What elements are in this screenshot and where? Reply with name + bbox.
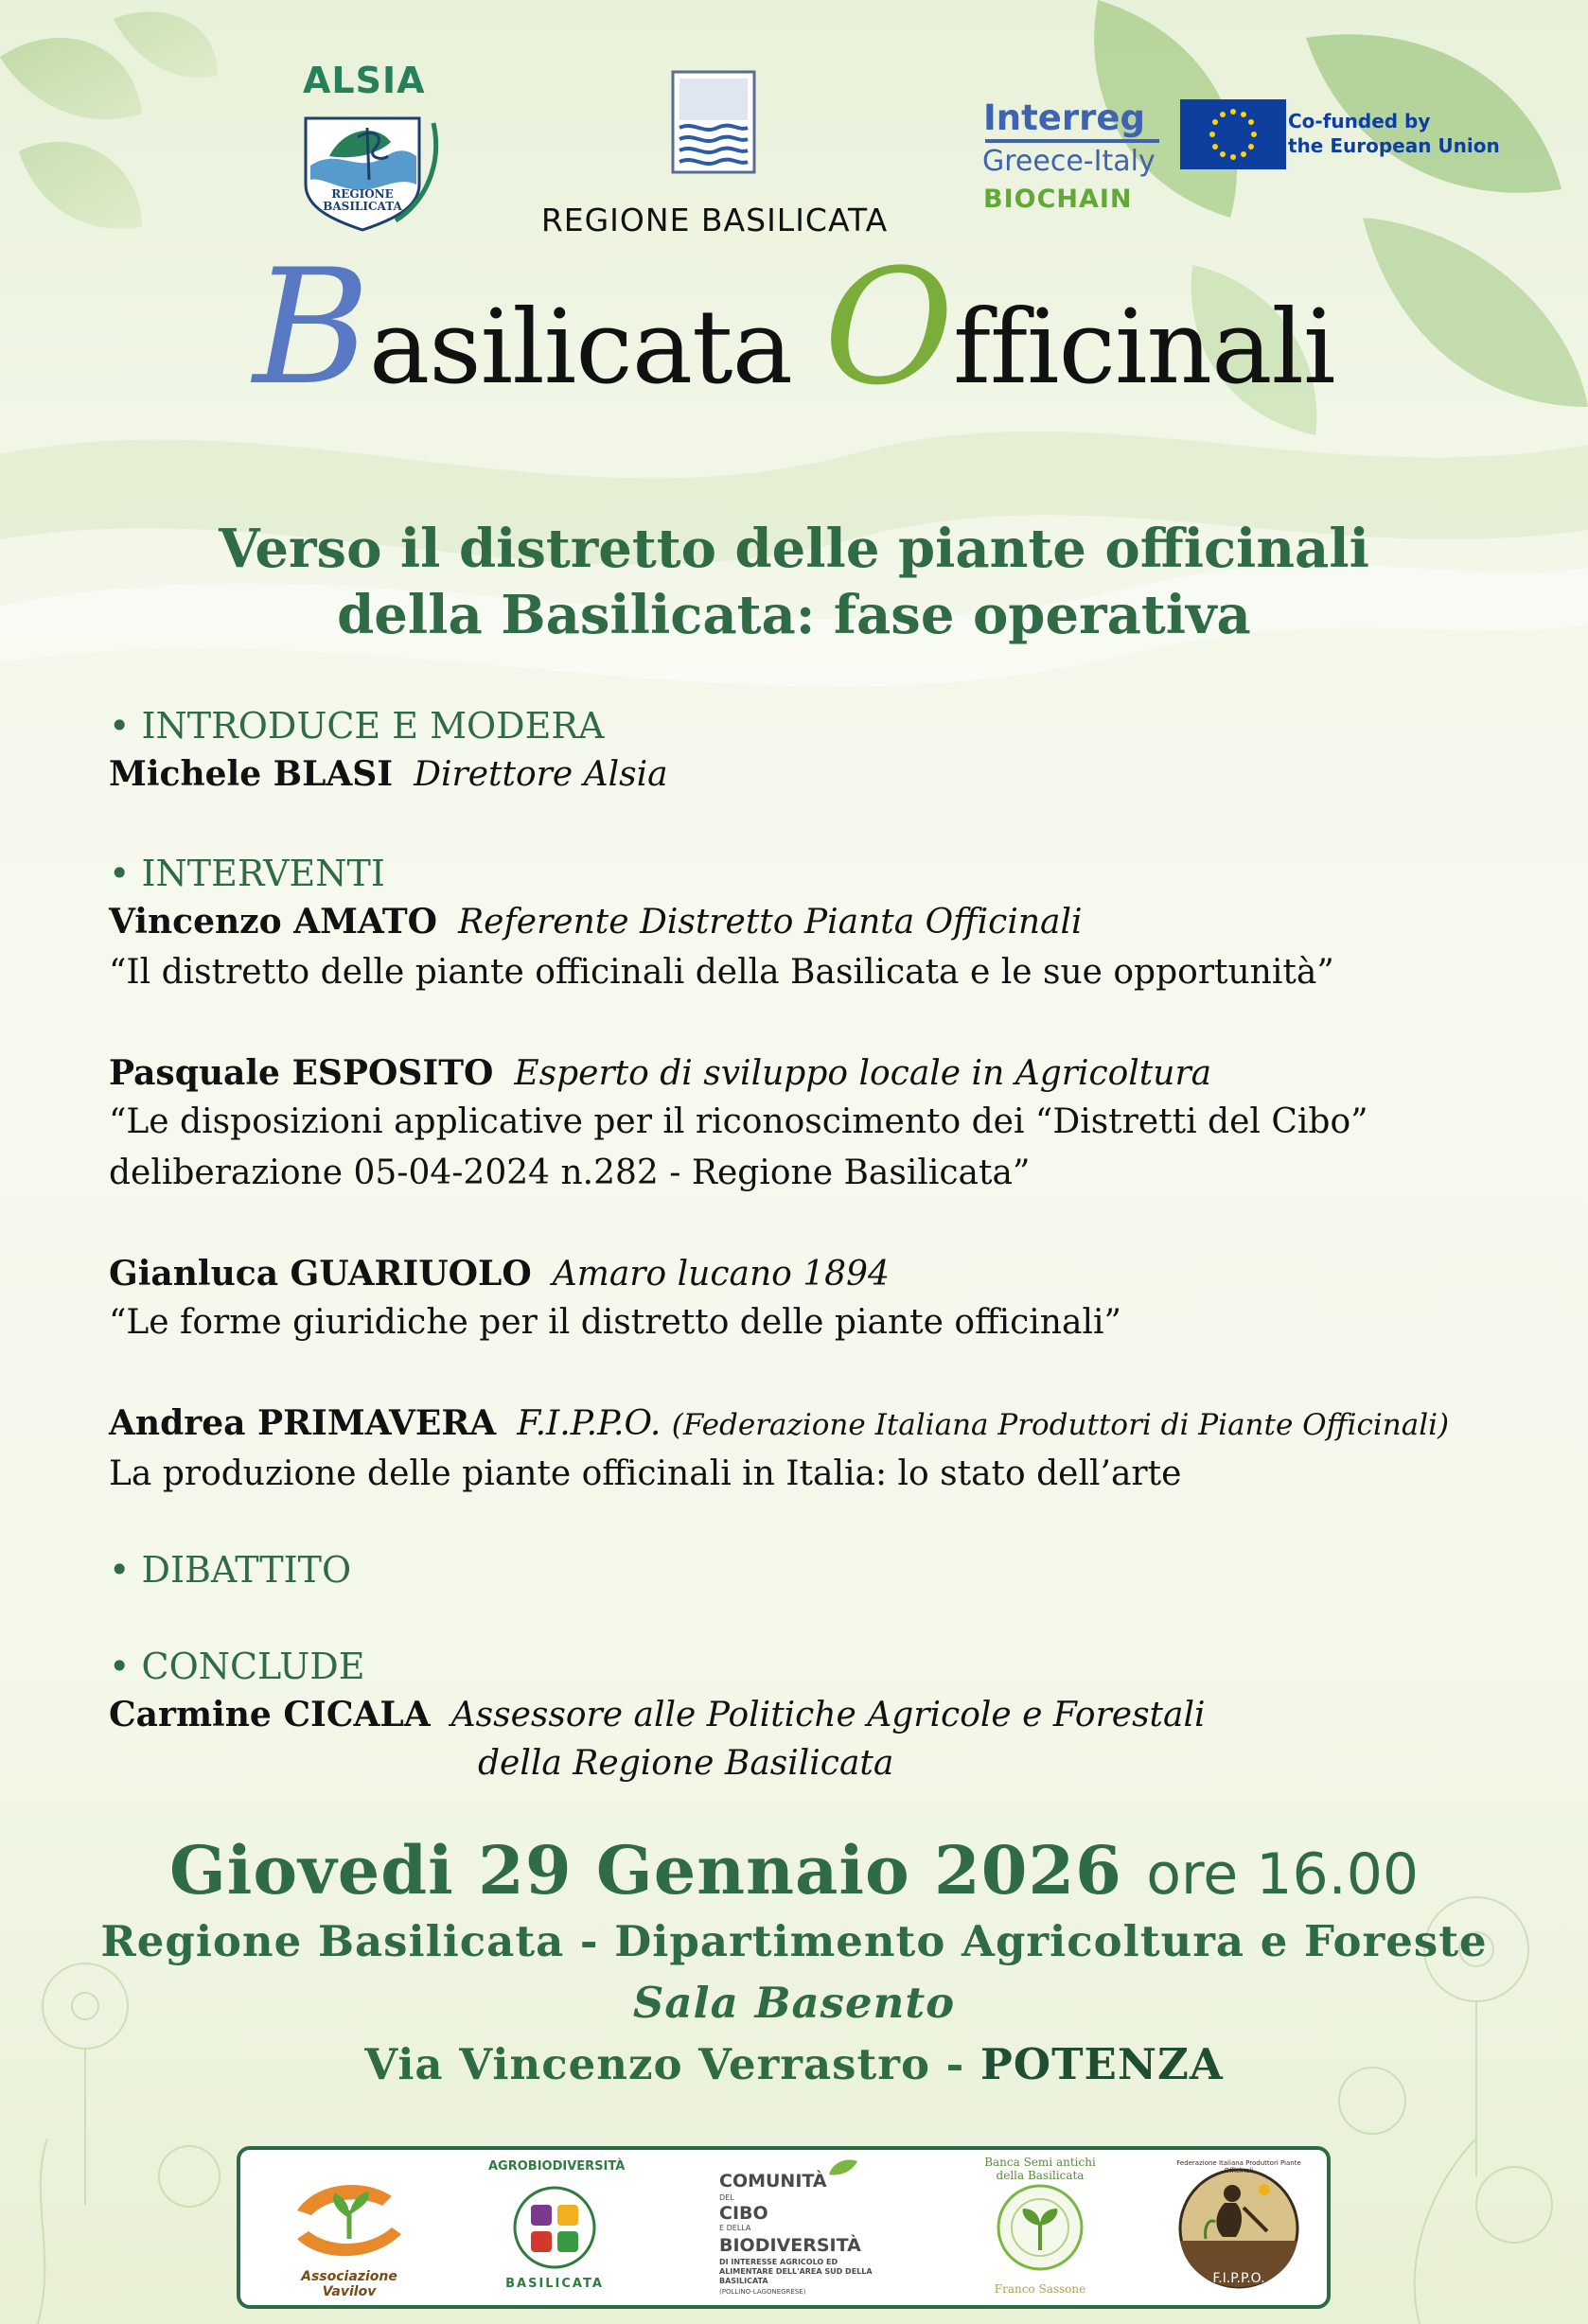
alsia-region-label: REGIONE BASILICATA xyxy=(323,187,402,213)
cibo-line4: E DELLA xyxy=(719,2224,751,2232)
section-conclude-heading: • CONCLUDE xyxy=(109,1646,365,1687)
subtitle-line2: della Basilicata: fase operativa xyxy=(337,584,1251,646)
speaker-4-name: Andrea PRIMAVERA xyxy=(109,1403,497,1443)
event-room: Sala Basento xyxy=(632,1978,956,2028)
interreg-logo xyxy=(979,97,1509,220)
cibo-line6: DI INTERESSE AGRICOLO ED ALIMENTARE DELL'AREA SUD DELLA BASILICATA xyxy=(719,2258,873,2285)
regione-basilicata-logo xyxy=(539,69,890,239)
section-intro-heading: • INTRODUCE E MODERA xyxy=(109,705,605,747)
speaker-4-talk: La produzione delle piante officinali in Italia: lo stato dell’arte xyxy=(109,1454,1182,1493)
hands-plant-icon xyxy=(288,2163,411,2267)
vavilov-label: Associazione Vavilov xyxy=(301,2269,397,2299)
event-date-text: Giovedi 29 Gennaio 2026 xyxy=(168,1831,1122,1910)
speaker-3-role: Amaro lucano 1894 xyxy=(552,1255,890,1294)
vavilov-logo xyxy=(278,2150,420,2305)
speaker-1-role: Referente Distretto Pianta Officinali xyxy=(458,903,1083,942)
cibo-line1: COMUNITÀ xyxy=(719,2171,827,2192)
comunita-cibo-logo xyxy=(714,2150,893,2305)
leaf-icon xyxy=(827,2157,859,2176)
speaker-4-role-detail: (Federazione Italiana Produttori di Piante Officinali) xyxy=(671,1408,1450,1442)
speaker-4-line xyxy=(109,1403,1449,1443)
agro-top-label: AGROBIODIVERSITÀ xyxy=(488,2159,626,2174)
moderator-line xyxy=(109,754,668,794)
speaker-3-talk: “Le forme giuridiche per il distretto delle piante officinali” xyxy=(109,1303,1121,1342)
speaker-3-name: Gianluca GUARIUOLO xyxy=(109,1254,532,1294)
interreg-underline xyxy=(985,139,1159,143)
speaker-2-name: Pasquale ESPOSITO xyxy=(109,1053,494,1093)
eu-flag-icon xyxy=(1180,99,1286,169)
eu-text-line2: the European Union xyxy=(1288,134,1500,157)
agro-bottom-label: BASILICATA xyxy=(505,2277,604,2291)
event-time: ore 16.00 xyxy=(1146,1841,1420,1908)
cibo-line3: CIBO xyxy=(719,2203,768,2224)
alsia-shield-icon xyxy=(301,109,443,232)
fippo-logo xyxy=(1168,2150,1310,2305)
speaker-4-role: F.I.P.P.O. xyxy=(517,1404,662,1443)
closing-speaker-name: Carmine CICALA xyxy=(109,1695,431,1734)
header-logos xyxy=(0,52,1588,241)
speaker-1-name: Vincenzo AMATO xyxy=(109,902,438,942)
banca-label: Banca Semi antichi della Basilicata xyxy=(984,2156,1096,2182)
title-initial-o: O xyxy=(823,235,954,420)
main-title xyxy=(0,235,1588,420)
regione-crest-icon xyxy=(670,69,757,175)
event-place-line1: Regione Basilicata - Dipartimento Agricoltura e Foreste xyxy=(100,1916,1488,1966)
alsia-name: ALSIA xyxy=(303,60,426,101)
speaker-1-talk: “Il distretto delle piante officinali della Basilicata e le sue opportunità” xyxy=(109,953,1334,992)
fippo-label: F.I.P.P.O. xyxy=(1212,2271,1265,2286)
subtitle-line1: Verso il distretto delle piante officinali xyxy=(219,518,1369,580)
speaker-2-role: Esperto di sviluppo locale in Agricoltura xyxy=(514,1054,1212,1093)
agrobiodiversita-logo xyxy=(488,2150,626,2305)
event-date xyxy=(0,1831,1588,1910)
fippo-arc-label: Federazione Italiana Produttori Piante Officinali xyxy=(1176,2159,1301,2174)
interreg-title: Interreg xyxy=(983,97,1145,138)
partner-logos-box xyxy=(237,2146,1331,2309)
eu-text-line1: Co-funded by xyxy=(1288,110,1431,132)
closing-speaker-line xyxy=(109,1695,1206,1734)
banca-semi-logo xyxy=(969,2150,1111,2305)
moderator-role: Direttore Alsia xyxy=(414,755,668,794)
speaker-2-talk-line2: deliberazione 05-04-2024 n.282 - Regione Basilicata” xyxy=(109,1153,1031,1192)
banca-sub-label: Franco Sassone xyxy=(994,2282,1086,2296)
section-interventi-heading: • INTERVENTI xyxy=(109,853,385,894)
speaker-1-line xyxy=(109,902,1083,942)
cibo-line7: (POLLINO-LAGONEGRESE) xyxy=(719,2288,806,2296)
title-word1-rest: asilicata xyxy=(368,289,792,407)
subtitle xyxy=(0,516,1588,648)
title-word2-rest: fficinali xyxy=(953,289,1335,407)
biodiversity-icon xyxy=(512,2184,597,2271)
alsia-logo xyxy=(301,60,443,230)
speaker-2-line xyxy=(109,1053,1211,1093)
speaker-3-line xyxy=(109,1254,890,1294)
interreg-project: BIOCHAIN xyxy=(983,185,1133,214)
event-street: Via Vincenzo Verrastro - xyxy=(364,2039,981,2089)
moderator-name: Michele BLASI xyxy=(109,754,394,794)
sprout-icon xyxy=(993,2178,1087,2277)
eu-cofunded-text xyxy=(1288,109,1500,158)
event-address xyxy=(0,2039,1588,2089)
event-city: POTENZA xyxy=(980,2039,1224,2089)
interreg-programme: Greece-Italy xyxy=(982,145,1156,178)
cibo-line5: BIODIVERSITÀ xyxy=(719,2235,861,2256)
title-initial-b: B xyxy=(253,235,369,420)
cibo-line2: DEL xyxy=(719,2193,734,2202)
section-dibattito-heading: • DIBATTITO xyxy=(109,1549,352,1591)
regione-basilicata-label: REGIONE BASILICATA xyxy=(540,202,889,238)
closing-speaker-role: Assessore alle Politiche Agricole e Forestali xyxy=(450,1696,1206,1734)
speaker-2-talk-line1: “Le disposizioni applicative per il riconoscimento dei “Distretti del Cibo” xyxy=(109,1102,1368,1141)
closing-speaker-role-line2: della Regione Basilicata xyxy=(478,1744,894,1783)
